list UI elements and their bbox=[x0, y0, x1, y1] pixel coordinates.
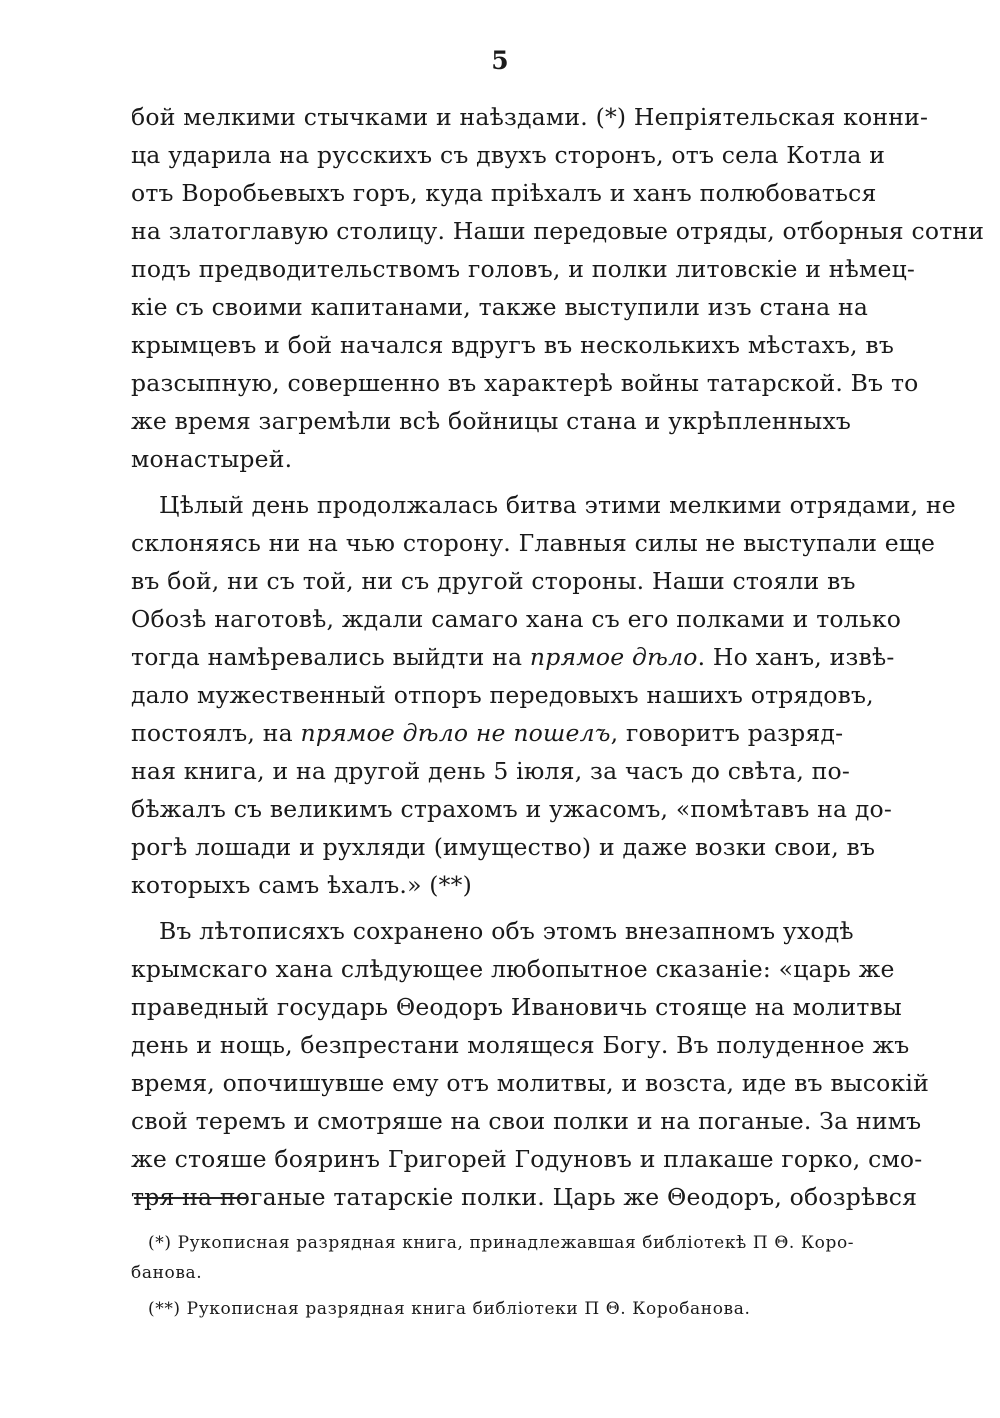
text-line: бой мелкими стычками и наѣздами. (*) Непріятельская конни- bbox=[131, 103, 929, 131]
footnote-line: (**) Рукописная разрядная книга библіотеки П Θ. Коробанова. bbox=[148, 1299, 751, 1319]
text-line: отъ Воробьевыхъ горъ, куда пріѣхалъ и ханъ полюбоваться bbox=[131, 179, 877, 207]
italic-phrase: прямое дѣло bbox=[529, 643, 698, 671]
text-segment: . Но ханъ, извѣ- bbox=[697, 643, 895, 671]
text-line: Обозѣ наготовѣ, ждали самаго хана съ его полками и только bbox=[131, 605, 902, 633]
footnote-2 bbox=[131, 1294, 832, 1324]
text-line: монастырей. bbox=[131, 445, 293, 473]
text-line: склоняясь ни на чью сторону. Главныя силы не выступали еще bbox=[131, 529, 936, 557]
body-text bbox=[131, 98, 985, 1216]
text-line: рогѣ лошади и рухляди (имущество) и даже возки свои, въ bbox=[131, 833, 876, 861]
text-line: тря на поганые татарскіе полки. Царь же Θеодоръ, обозрѣвся bbox=[131, 1183, 918, 1211]
text-line: дало мужественный отпоръ передовыхъ нашихъ отрядовъ, bbox=[131, 681, 874, 709]
text-line: крымцевъ и бой начался вдругъ въ несколькихъ мѣстахъ, въ bbox=[131, 331, 894, 359]
text-segment: , говоритъ разряд- bbox=[610, 719, 844, 747]
text-line: которыхъ самъ ѣхалъ.» (**) bbox=[131, 871, 472, 899]
page-number: 5 bbox=[491, 46, 509, 75]
text-segment: постоялъ, на bbox=[131, 719, 293, 747]
text-line: же стояше бояринъ Григорей Годуновъ и плакаше горко, смо- bbox=[131, 1145, 923, 1173]
text-line: подъ предводительствомъ головъ, и полки литовскіе и нѣмец- bbox=[131, 255, 916, 283]
paragraph-3 bbox=[131, 912, 929, 1216]
text-segment: тогда намѣревались выйдти на bbox=[131, 643, 523, 671]
footnote-1 bbox=[131, 1228, 855, 1288]
text-line: въ бой, ни съ той, ни съ другой стороны. Наши стояли въ bbox=[131, 567, 856, 595]
text-line bbox=[131, 714, 844, 752]
text-line: праведный государь Θеодоръ Ивановичь стояще на молитвы bbox=[131, 993, 902, 1021]
text-line: свой теремъ и смотряше на свои полки и на поганые. За нимъ bbox=[131, 1107, 922, 1135]
text-line: ца ударила на русскихъ съ двухъ сторонъ, отъ села Котла и bbox=[131, 141, 886, 169]
text-line: день и нощь, безпрестани молящеся Богу. Въ полуденное жъ bbox=[131, 1031, 910, 1059]
footnote-line: банова. bbox=[131, 1263, 203, 1283]
text-line: крымскаго хана слѣдующее любопытное сказаніе: «царь же bbox=[131, 955, 895, 983]
text-line: бѣжалъ съ великимъ страхомъ и ужасомъ, «помѣтавъ на до- bbox=[131, 795, 893, 823]
text-line: разсыпную, совершенно въ характерѣ войны татарской. Въ то bbox=[131, 369, 919, 397]
footnote-divider bbox=[134, 1197, 246, 1199]
text-line: на златоглавую столицу. Наши передовые отряды, отборныя сотни bbox=[131, 217, 985, 245]
paragraph-1 bbox=[131, 98, 985, 478]
text-line: Цѣлый день продолжалась битва этими мелкими отрядами, не bbox=[159, 491, 956, 519]
text-line: же время загремѣли всѣ бойницы стана и укрѣпленныхъ bbox=[131, 407, 852, 435]
text-line: кіе съ своими капитанами, также выступили изъ стана на bbox=[131, 293, 869, 321]
text-line bbox=[131, 638, 895, 676]
footnote-line: (*) Рукописная разрядная книга, принадлежавшая библіотекѣ П Θ. Коро- bbox=[148, 1233, 855, 1253]
text-line: Въ лѣтописяхъ сохранено объ этомъ внезапномъ уходѣ bbox=[159, 917, 854, 945]
footnotes bbox=[131, 1228, 855, 1324]
italic-phrase: прямое дѣло не пошелъ bbox=[300, 719, 611, 747]
paragraph-2 bbox=[131, 486, 956, 904]
text-line: ная книга, и на другой день 5 іюля, за часъ до свѣта, по- bbox=[131, 757, 851, 785]
text-line: время, опочишувше ему отъ молитвы, и возста, иде въ высокій bbox=[131, 1069, 929, 1097]
